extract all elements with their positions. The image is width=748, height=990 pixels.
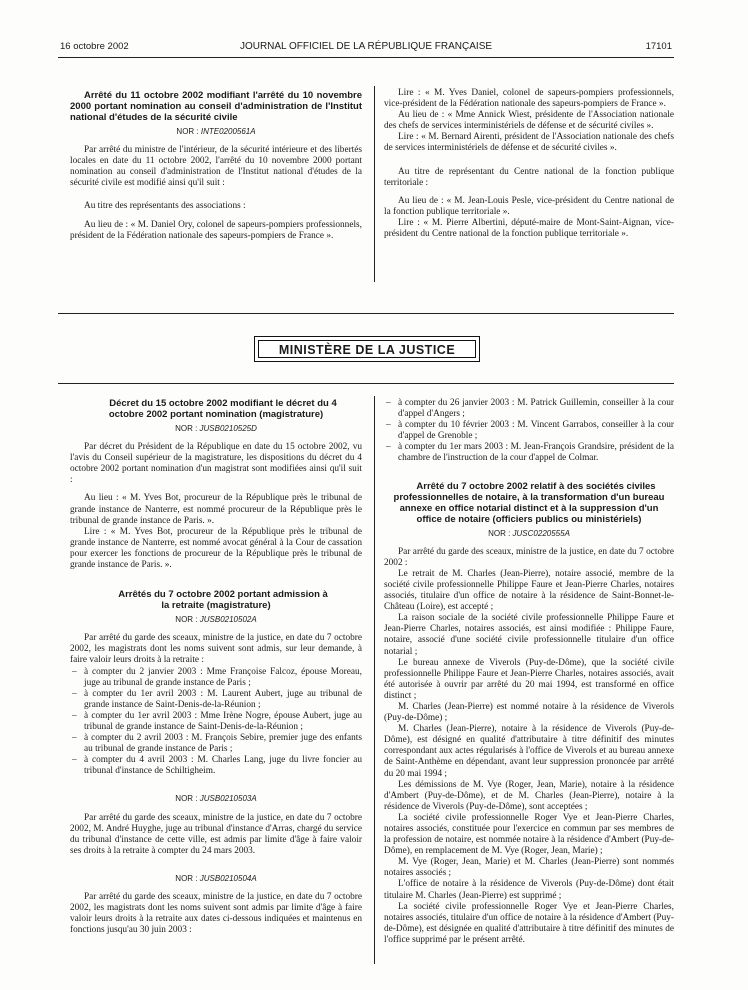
column-divider [374,86,375,282]
paragraph: La société civile professionnelle Roger Vye et Jean-Pierre Charles, notaires associés, constituée pour l'exercice en commun par ses membres de la profession de notaire, est nommée notaire à la résidence d'Ambert (Puy-de-Dôme), en remplacement de M. Vye (Roger, Jean, Marie) ; [384,812,674,857]
paragraph: La raison sociale de la société civile professionnelle Philippe Faure et Jean-Pierre Charles, notaires associés, est ainsi modifiée : Philippe Faure, notaire, associé d'une société civile professionnelle titulaire d'un office notarial ; [384,613,674,657]
paragraph: M. Charles (Jean-Pierre) est nommé notaire à la résidence de Viverols (Puy-de-Dôme) ; [384,701,674,724]
retraite-list [70,667,362,778]
list-item: – à compter du 1er avril 2003 : Mme Irène Nogre, épouse Aubert, juge au tribunal de grande instance de Saint-Denis-de-la-Réunion ; [70,711,362,733]
column-divider [374,396,375,964]
paragraph: M. Charles (Jean-Pierre), notaire à la résidence de Viverols (Puy-de-Dôme), est désigné en qualité d'attributaire à titre définitif des minutes correspondant aux actes régularisés à l'office de Viverols et au bureau annexe de Saint-Anthème en dépendant, avant leur suppression prononcée par arrêté du 20 mai 1994 ; [384,724,674,779]
header-rule [58,57,674,58]
paragraph: Au titre de représentant du Centre national de la fonction publique territoriale : [384,166,674,188]
decret-title: Décret du 15 octobre 2002 modifiant le décret du 4 octobre 2002 portant nomination (magistrature) [108,398,337,420]
header-date: 16 octobre 2002 [60,41,129,52]
paragraph: Par arrêté du garde des sceaux, ministre de la justice, en date du 7 octobre 2002, les magistrats dont les noms suivent sont admis, sur leur demande, à faire valoir leurs droits à la retraite : [70,633,362,666]
paragraph: Le retrait de M. Charles (Jean-Pierre), notaire associé, membre de la société civile professionnelle Philippe Faure et Jean-Pierre Charles, notaires associés, titulaire d'un office de notaire à la résidence de Saint-Bonnet-le-Château (Loire), est accepté ; [384,568,674,613]
paragraph: Au lieu de : « M. Daniel Ory, colonel de sapeurs-pompiers professionnels, président de la Fédération nationale des sapeurs-pompiers de France ». [70,219,362,241]
nor-reference: NOR : INTE0200561A [176,127,256,136]
paragraph: Par arrêté du ministre de l'intérieur, de la sécurité intérieure et des libertés locales en date du 11 octobre 2002, l'arrêté du 10 novembre 2000 portant nomination au conseil d'administration de l'Institut national d'études de la sécurité civile est modifié ainsi qu'il suit : [70,145,362,189]
paragraph: Au lieu : « M. Yves Bot, procureur de la République près le tribunal de grande instance de Nanterre, est nommé procureur de la République près le tribunal de grande instance de Paris. ». [70,493,362,526]
paragraph: Par arrêté du garde des sceaux, ministre de la justice, en date du 7 octobre 2002 : [384,546,674,568]
ministry-banner [254,336,480,362]
section-rule [58,313,674,314]
paragraph: Lire : « M. Yves Daniel, colonel de sapeurs-pompiers professionnels, vice-président de la Fédération nationale des sapeurs-pompiers de France ». [384,88,674,110]
page-number: 17101 [645,41,672,52]
nor-reference: NOR : JUSB0210503A [175,794,257,804]
paragraph: Le bureau annexe de Viverols (Puy-de-Dôme), que la société civile professionnelle Philippe Faure et Jean-Pierre Charles, notaires associés, avait été autorisée à ouvrir par arrêté du 20 mai 1994, est transformé en office distinct ; [384,657,674,701]
paragraph: Les démissions de M. Vye (Roger, Jean, Marie), notaire à la résidence d'Ambert (Puy-de-Dôme), et de M. Charles (Jean-Pierre), notaire à la résidence de Viverols (Puy-de-Dôme), sont acceptées ; [384,779,674,812]
list-item: – à compter du 4 avril 2003 : M. Charles Lang, juge du livre foncier au tribunal d'instance de Schiltigheim. [70,755,362,777]
paragraph: L'office de notaire à la résidence de Viverols (Puy-de-Dôme) dont était titulaire M. Charles (Jean-Pierre) est supprimé ; [384,879,674,901]
nor-reference: NOR : JUSB0210502A [175,615,257,625]
paragraph: Au titre des représentants des associations : [84,201,246,212]
retraite-title: Arrêtés du 7 octobre 2002 portant admission à la retraite (magistrature) [118,589,328,612]
section-rule [58,383,674,384]
justice-left-column [70,398,362,936]
paragraph: Par arrêté du garde des sceaux, ministre de la justice, en date du 7 octobre 2002, les magistrats dont les noms suivent sont admis par limite d'âge à faire valoir leurs droits à la retraite aux dates ci-dessous indiquées et maintenus en fonctions jusqu'au 30 juin 2003 : [70,892,362,936]
paragraph: Au lieu de : « Mme Annick Wiest, présidente de l'Association nationale des chefs de services interministériels de défense et de sécurité civiles ». [384,110,674,132]
paragraph: Au lieu de : « M. Jean-Louis Pesle, vice-président du Centre national de la fonction publique territoriale ». [384,195,674,217]
page-header [60,41,672,55]
list-item: – à compter du 26 janvier 2003 : M. Patrick Guillemin, conseiller à la cour d'appel d'Angers ; [384,398,674,420]
nor-reference: NOR : JUSC0220555A [488,528,570,538]
list-item: – à compter du 1er avril 2003 : M. Laurent Aubert, juge au tribunal de grande instance de Saint-Denis-de-la-Réunion ; [70,689,362,711]
justice-right-column [384,398,674,946]
list-item: – à compter du 10 février 2003 : M. Vincent Garrabos, conseiller à la cour d'appel de Grenoble ; [384,420,674,442]
notaire-title: Arrêté du 7 octobre 2002 relatif à des sociétés civiles professionnelles de notaire, à la transformation d'un bureau annexe en office notarial distinct et à la suppression d'un office de notaire (officiers publics ou ministériels) [393,480,665,525]
nor-reference: NOR : JUSB0210504A [175,873,257,883]
list-item: – à compter du 2 avril 2003 : M. François Sebire, premier juge des enfants au tribunal de grande instance de Paris ; [70,733,362,755]
arrete-inesc-continued [384,88,674,240]
paragraph: Lire : « M. Yves Bot, procureur de la République près le tribunal de grande instance de Nanterre, est nommé avocat général à la Cour de cassation pour exercer les fonctions de procureur de la République près le tribunal de grande instance de Paris. ». [70,526,362,571]
list-item: – à compter du 1er mars 2003 : M. Jean-François Grandsire, président de la chambre de l'instruction de la cour d'appel de Colmar. [384,442,674,464]
retraite-list-continued [384,398,674,465]
nor-reference: NOR : JUSB0210525D [175,424,257,433]
ministry-title: MINISTÈRE DE LA JUSTICE [278,343,456,357]
paragraph: Par décret du Président de la République en date du 15 octobre 2002, vu l'avis du Conseil supérieur de la magistrature, les dispositions du décret du 4 octobre 2002 portant nomination d'un magistrat sont modifiées ainsi qu'il suit : [70,442,362,486]
list-item: – à compter du 2 janvier 2003 : Mme Françoise Falcoz, épouse Moreau, juge au tribunal de grande instance de Paris ; [70,667,362,689]
arrete-inesc [70,90,362,242]
journal-title: JOURNAL OFFICIEL DE LA RÉPUBLIQUE FRANÇAISE [239,41,493,52]
paragraph: La société civile professionnelle Roger Vye et Jean-Pierre Charles, notaires associés, titulaire d'un office de notaire à la résidence d'Ambert (Puy-de-Dôme), est désignée en qualité d'attributaire à titre définitif des minutes de l'office supprimé par le présent arrêté. [384,901,674,945]
arrete-title: Arrêté du 11 octobre 2002 modifiant l'arrêté du 10 novembre 2000 portant nomination au conseil d'administration de l'Institut national d'études de la sécurité civile [70,90,362,123]
paragraph: Lire : « M. Bernard Airenti, président de l'Association nationale des chefs de services interministériels de défense et de sécurité civiles ». [384,132,674,154]
paragraph: M. Vye (Roger, Jean, Marie) et M. Charles (Jean-Pierre) sont nommés notaires associés ; [384,857,674,879]
paragraph: Par arrêté du garde des sceaux, ministre de la justice, en date du 7 octobre 2002, M. André Huyghe, juge au tribunal d'instance d'Arras, chargé du service du tribunal d'instance de cette ville, est admis par limite d'âge à faire valoir ses droits à la retraite à compter du 24 mars 2003. [70,812,362,856]
paragraph: Lire : « M. Pierre Albertini, député-maire de Mont-Saint-Aignan, vice-président du Centre national de la fonction publique territoriale ». [384,217,674,240]
